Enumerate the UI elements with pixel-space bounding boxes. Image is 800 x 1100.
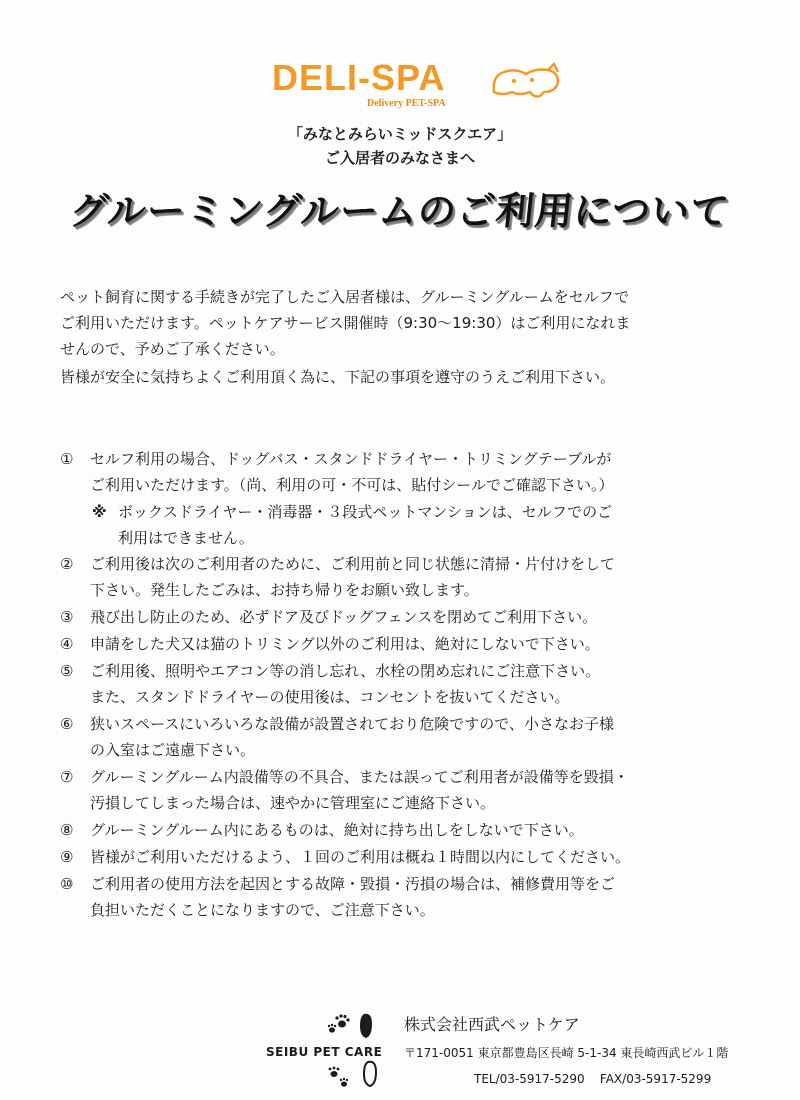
rule-item: [60, 658, 750, 710]
company-contact: [474, 1070, 711, 1088]
rule-text: グルーミングルーム内設備等の不具合、または誤ってご利用者が設備等を毀損・: [90, 768, 629, 786]
intro-line: せんので、予めご了承ください。: [60, 340, 285, 358]
rule-item: [60, 446, 750, 498]
rule-number: ⑤: [60, 662, 74, 680]
note-text: ボックスドライヤー・消毒器・３段式ペットマンションは、セルフでのご: [118, 503, 613, 521]
rule-text: グルーミングルーム内にあるものは、絶対に持ち出しをしないで下さい。: [90, 821, 584, 839]
rule-text: また、スタンドドライヤーの使用後は、コンセントを抜いてください。: [90, 688, 570, 706]
rule-number: ⑦: [60, 768, 74, 786]
rule-item: [60, 631, 750, 657]
note-text: 利用はできません。: [118, 529, 254, 547]
rule-text: 下さい。発生したごみは、お持ち帰りをお願い致します。: [90, 581, 479, 599]
note-mark: ※: [92, 503, 107, 521]
rule-text: 負担いただくことになりますので、ご注意下さい。: [90, 901, 435, 919]
rule-item: [60, 871, 750, 923]
rule-text: 飛び出し防止のため、必ずドア及びドッグフェンスを閉めてご利用下さい。: [90, 608, 598, 626]
company-address: 〒171-0051 東京都豊島区長崎 5-1-34 東長崎西武ビル１階: [404, 1046, 729, 1060]
rule-note: [60, 499, 750, 551]
logo-tagline: Delivery PET-SPA: [367, 98, 446, 109]
logo-wordmark: DELI-SPA: [272, 57, 446, 98]
rule-text: 狭いスペースにいろいろな設備が設置されており危険ですので、小さなお子様: [90, 715, 614, 733]
intro-line: 皆様が安全に気持ちよくご利用頂く為に、下記の事項を遵守のうえご利用下さい。: [60, 368, 616, 386]
rule-text: ご利用いただけます。（尚、利用の可・不可は、貼付シールでご確認下さい。）: [90, 476, 614, 494]
rule-text: 皆様がご利用いただけるよう、１回のご利用は概ね１時間以内にしてください。: [90, 848, 631, 866]
rule-number: ①: [60, 450, 74, 468]
rules-list: [60, 446, 750, 924]
rule-number: ③: [60, 608, 74, 626]
seibu-pet-care-logo: [266, 1010, 394, 1090]
rule-text: ご利用後は次のご利用者のために、ご利用前と同じ状態に清掃・片付けをして: [90, 555, 616, 573]
rule-number: ⑧: [60, 821, 74, 839]
rule-text: ご利用後、照明やエアコン等の消し忘れ、水栓の閉め忘れにご注意下さい。: [90, 662, 601, 680]
rule-text: の入室はご遠慮下さい。: [90, 741, 256, 759]
tel-number: TEL/03-5917-5290: [474, 1072, 585, 1086]
rule-item: [60, 844, 750, 870]
greeting: ご入居者のみなさまへ: [324, 149, 475, 167]
rule-text: セルフ利用の場合、ドッグバス・スタンドドライヤー・トリミングテーブルが: [90, 450, 612, 468]
rule-number: ②: [60, 555, 74, 573]
rule-number: ④: [60, 635, 74, 653]
rule-text: ご利用者の使用方法を起因とする故障・毀損・汚損の場合は、補修費用等をご: [90, 875, 616, 893]
footer-brand: SEIBU PET CARE: [266, 1045, 383, 1059]
rule-item: [60, 764, 750, 816]
fax-number: FAX/03-5917-5299: [599, 1072, 712, 1086]
deli-spa-logo: [272, 58, 572, 110]
rule-text: 汚損してしまった場合は、速やかに管理室にご連絡下さい。: [90, 794, 496, 812]
rule-text: 申請をした犬又は猫のトリミング以外のご利用は、絶対にしないで下さい。: [90, 635, 600, 653]
intro-line: ご利用いただけます。ペットケアサービス開催時（9:30～19:30）はご利用になれま: [60, 314, 631, 332]
rule-number: ⑩: [60, 875, 74, 893]
page-title: グルーミングルームのご利用について: [67, 189, 732, 233]
rule-item: [60, 711, 750, 763]
dog-face-icon: [490, 62, 562, 100]
rule-item: [60, 604, 750, 630]
rule-number: ⑨: [60, 848, 74, 866]
intro-line: ペット飼育に関する手続きが完了したご入居者様は、グルーミングルームをセルフで: [60, 288, 630, 306]
rule-item: [60, 817, 750, 843]
rule-item: [60, 551, 750, 603]
company-name: 株式会社西武ペットケア: [404, 1015, 580, 1034]
building-name: 「みなとみらいミッドスクエア」: [287, 125, 513, 143]
rule-number: ⑥: [60, 715, 74, 733]
